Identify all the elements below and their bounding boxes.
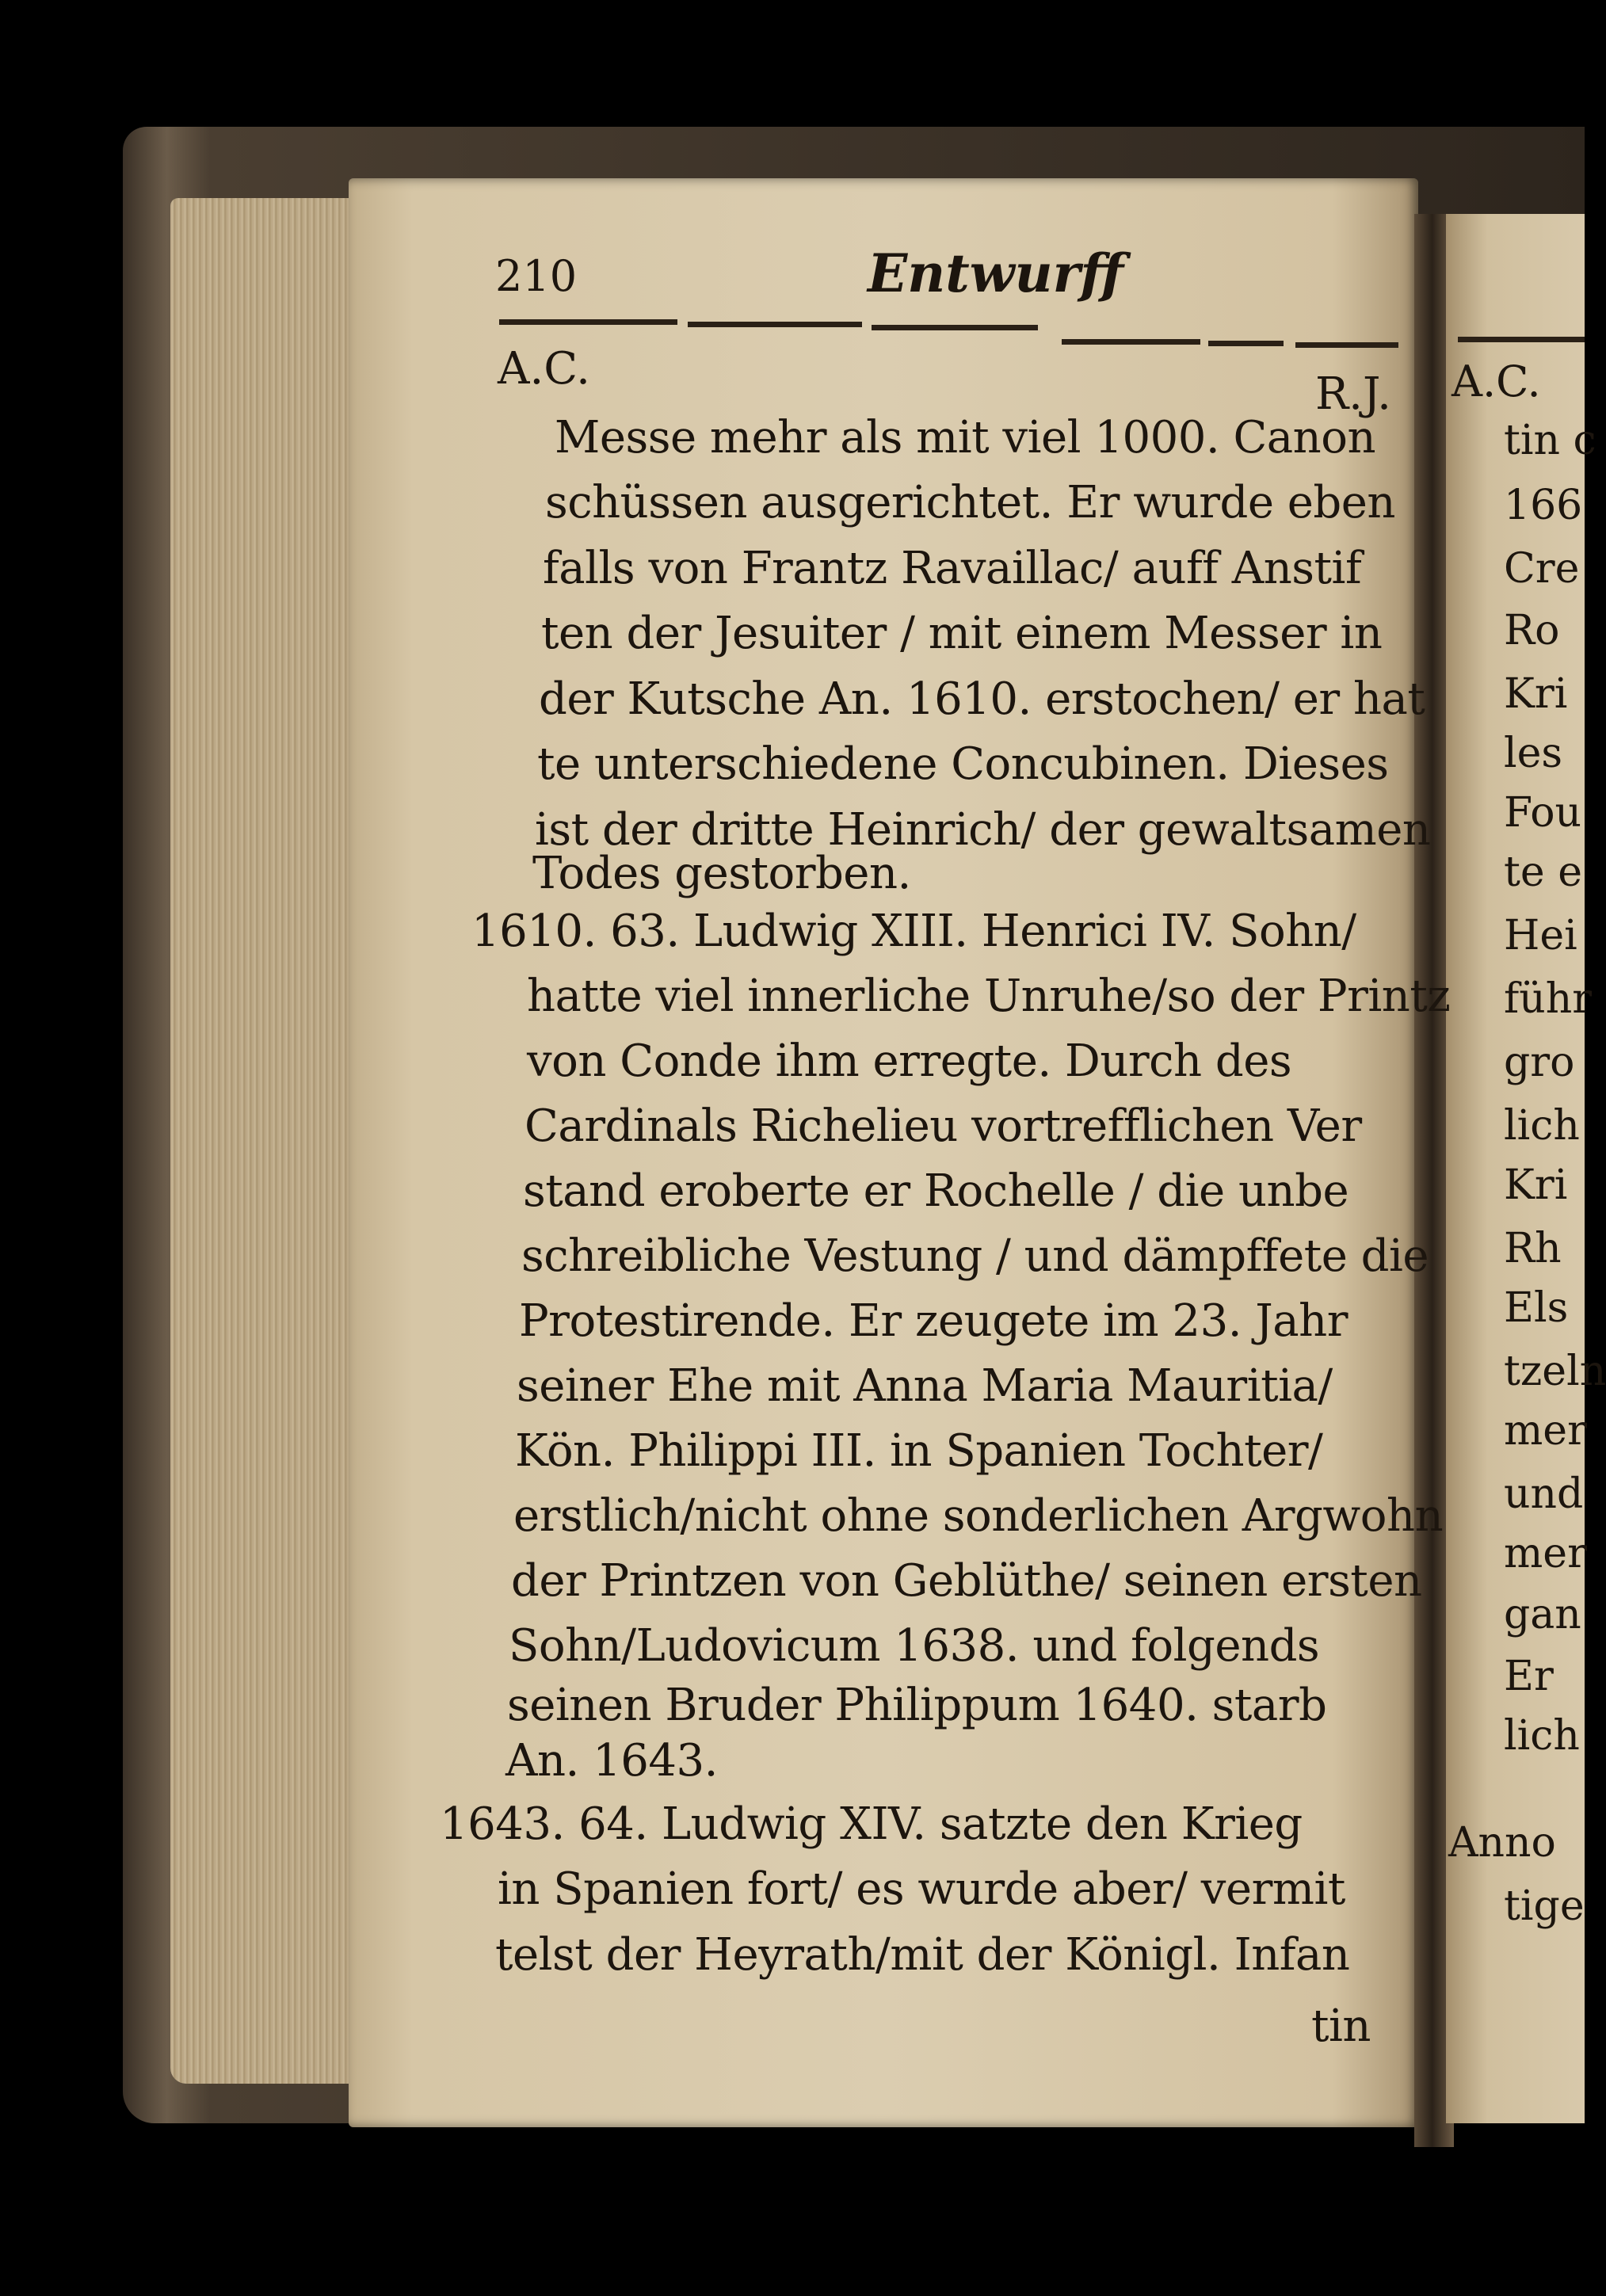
text-line: Todes gestorben. <box>532 848 911 899</box>
text-line: Kri <box>1504 1161 1568 1209</box>
text-line: te unterschiedene Concubinen. Dieses <box>537 738 1389 790</box>
text-line: Er <box>1504 1653 1554 1700</box>
text-line: mer <box>1504 1407 1587 1455</box>
text-line: Kön. Philippi III. in Spanien Tochter/ <box>515 1425 1323 1477</box>
text-line: gan <box>1504 1591 1581 1638</box>
text-line: Cre <box>1504 545 1580 593</box>
text-line: Sohn/Ludovicum 1638. und folgends <box>509 1620 1320 1672</box>
text-line: hatte viel innerliche Unruhe/so der Printz <box>527 971 1451 1022</box>
text-line: gro <box>1504 1039 1575 1086</box>
text-line: telst der Heyrath/mit der Königl. Infan <box>495 1929 1350 1981</box>
text-line: 166 <box>1504 482 1583 529</box>
header-rule <box>1208 341 1284 346</box>
text-line: Messe mehr als mit viel 1000. Canon <box>555 412 1376 463</box>
text-line: Fou <box>1504 789 1582 837</box>
ac-label-right: A.C. <box>1452 357 1541 406</box>
text-line: schüssen ausgerichtet. Er wurde eben <box>545 477 1395 528</box>
text-line: falls von Frantz Ravaillac/ auff Anstif <box>543 543 1362 594</box>
text-line: in Spanien fort/ es wurde aber/ vermit <box>498 1863 1345 1915</box>
text-line: Cardinals Richelieu vortrefflichen Ver <box>525 1100 1362 1152</box>
text-line: An. 1643. <box>505 1735 718 1787</box>
text-line: und <box>1504 1470 1584 1518</box>
text-line: Rh <box>1504 1225 1562 1272</box>
text-line: lich <box>1504 1712 1580 1760</box>
text-line: ten der Jesuiter / mit einem Messer in <box>541 608 1383 659</box>
text-line: Els <box>1504 1284 1569 1332</box>
text-line: stand eroberte er Rochelle / die unbe <box>523 1165 1349 1217</box>
text-line: 1643. 64. Ludwig XIV. satzte den Krieg <box>440 1798 1303 1850</box>
text-line: von Conde ihm erregte. Durch des <box>527 1035 1292 1087</box>
text-line: tin c <box>1504 417 1596 464</box>
text-line: schreibliche Vestung / und dämpffete die <box>521 1230 1429 1282</box>
text-line: ist der dritte Heinrich/ der gewaltsamen <box>535 804 1431 856</box>
ac-label: A.C. <box>498 343 590 395</box>
header-rule <box>872 325 1038 330</box>
text-line: seiner Ehe mit Anna Maria Mauritia/ <box>517 1360 1333 1412</box>
running-head: Entwurff <box>868 242 1123 304</box>
text-line: Hei <box>1504 912 1577 959</box>
text-line: 1610. 63. Ludwig XIII. Henrici IV. Sohn/ <box>471 906 1356 957</box>
text-line: tin <box>1311 2000 1371 2052</box>
text-line: Protestirende. Er zeugete im 23. Jahr <box>519 1295 1348 1347</box>
header-rule <box>499 319 677 325</box>
page-edges <box>170 198 376 2084</box>
header-rule <box>1062 339 1200 345</box>
text-line: der Printzen von Geblüthe/ seinen ersten <box>511 1555 1422 1607</box>
text-line: Kri <box>1504 670 1568 718</box>
text-line: tige <box>1504 1882 1585 1930</box>
header-rule <box>1295 342 1398 348</box>
text-line: tzeln <box>1504 1348 1606 1395</box>
text-line: erstlich/nicht ohne sonderlichen Argwohn <box>513 1490 1444 1542</box>
text-line: mer <box>1504 1530 1587 1577</box>
text-line: les <box>1504 730 1563 777</box>
page-number: 210 <box>495 251 578 301</box>
header-rule <box>688 322 862 327</box>
text-line: der Kutsche An. 1610. erstochen/ er hat <box>539 673 1425 725</box>
text-line: te e <box>1504 849 1582 896</box>
text-line: führ <box>1504 975 1593 1023</box>
text-line: lich <box>1504 1102 1580 1150</box>
text-line: Ro <box>1504 607 1560 654</box>
text-line: Anno <box>1448 1819 1556 1867</box>
text-line: seinen Bruder Philippum 1640. starb <box>507 1680 1327 1731</box>
header-rule <box>1458 337 1585 342</box>
rj-label: R.J. <box>1315 368 1391 420</box>
